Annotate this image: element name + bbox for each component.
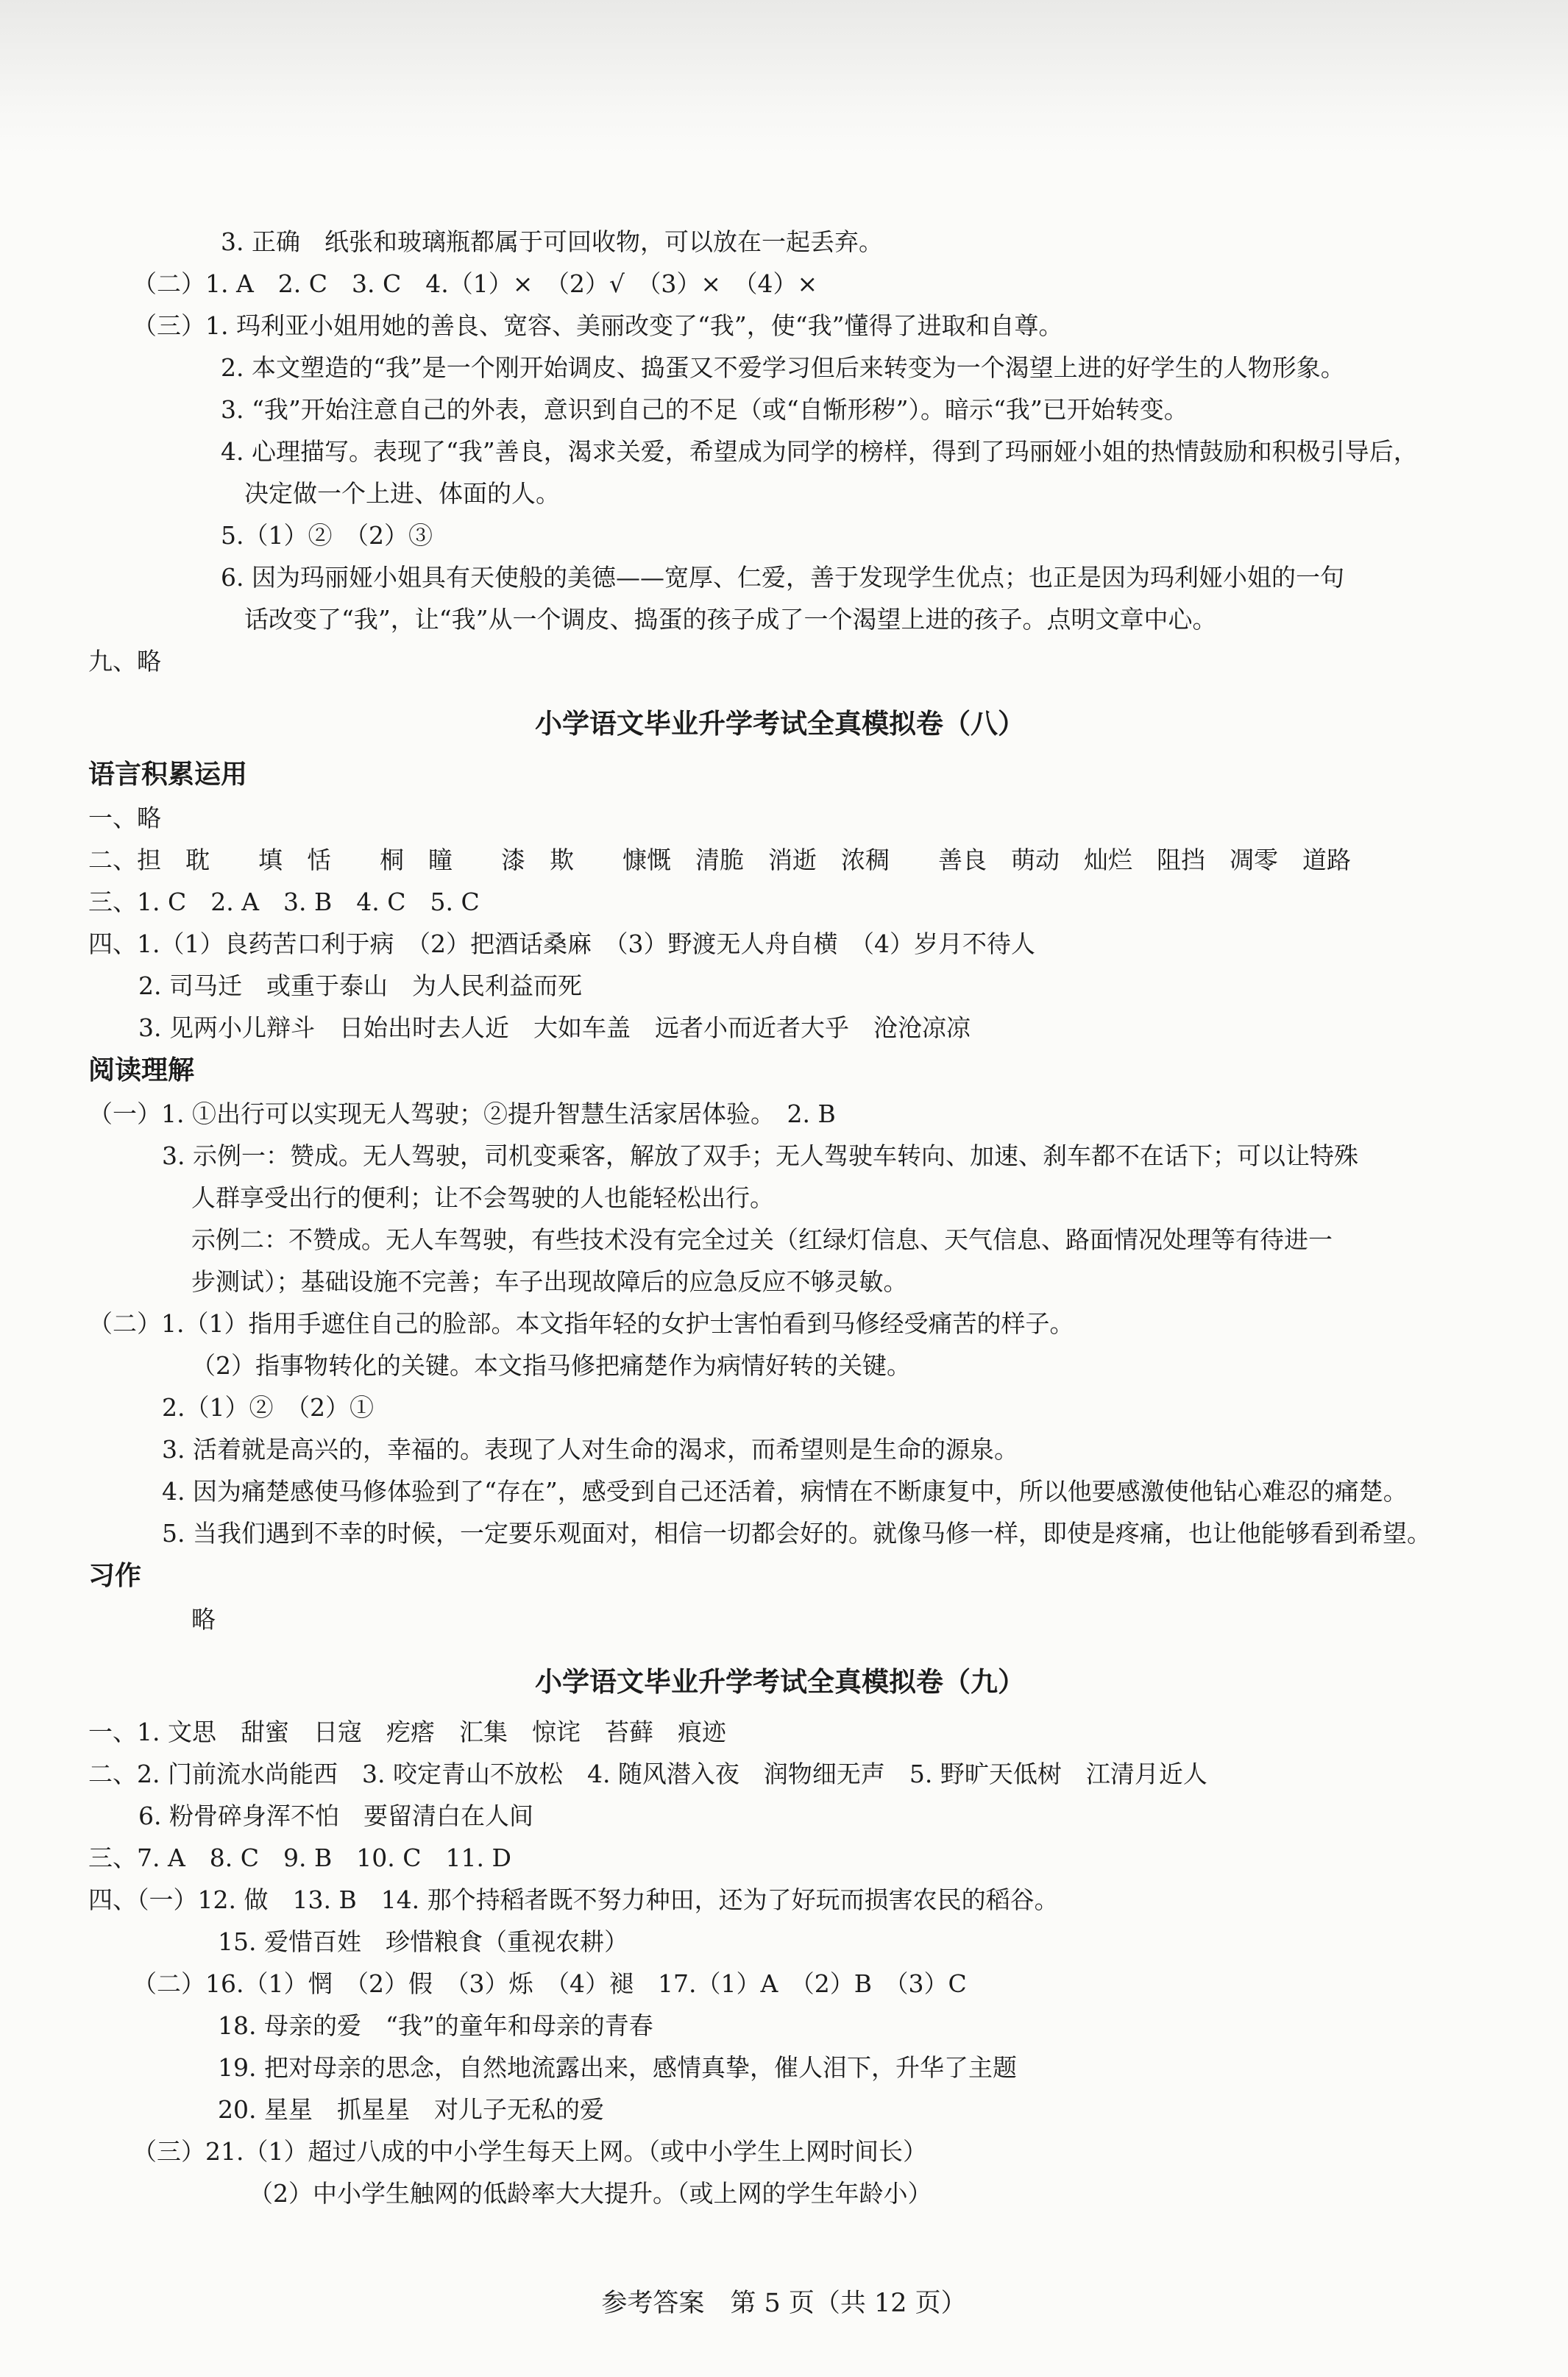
answer-line: 15. 爱惜百姓 珍惜粮食（重视农耕） (218, 1927, 628, 1956)
answer-line: 一、略 (88, 804, 161, 832)
answer-line: 二、2. 门前流水尚能西 3. 咬定青山不放松 4. 随风潜入夜 润物细无声 5. 野旷天低树 江清月近人 (88, 1760, 1207, 1788)
answer-line: （二）1. A 2. C 3. C 4.（1）× （2）√ （3）× （4）× (132, 269, 818, 298)
scan-shadow (0, 0, 1568, 155)
exam-title: 小学语文毕业升学考试全真模拟卷（八） (535, 708, 1025, 740)
section-heading: 习作 (88, 1561, 142, 1591)
answer-line: 三、7. A 8. C 9. B 10. C 11. D (88, 1843, 511, 1872)
answer-line: 二、担 耽 填 恬 桐 瞳 漆 欺 慷慨 清脆 消逝 浓稠 善良 萌动 灿烂 阻挡 凋零 道路 (88, 846, 1351, 874)
answer-line: 九、略 (88, 647, 161, 676)
answer-line: 四、1.（1）良药苦口利于病 （2）把酒话桑麻 （3）野渡无人舟自横 （4）岁月不待人 (88, 929, 1035, 958)
answer-line: 3. 正确 纸张和玻璃瓶都属于可回收物，可以放在一起丢弃。 (221, 227, 883, 256)
answer-line: 四、（一）12. 做 13. B 14. 那个持稻者既不努力种田，还为了好玩而损害农民的稻谷。 (88, 1885, 1059, 1914)
answer-line: （2）中小学生触网的低龄率大大提升。（或上网的学生年龄小） (249, 2179, 932, 2208)
answer-line: 6. 粉骨碎身浑不怕 要留清白在人间 (138, 1802, 533, 1830)
answer-line: 人群享受出行的便利；让不会驾驶的人也能轻松出行。 (191, 1183, 774, 1212)
answer-line: 示例二：不赞成。无人车驾驶，有些技术没有完全过关（红绿灯信息、天气信息、路面情况处理等有待进一 (191, 1225, 1333, 1254)
answer-line: 决定做一个上进、体面的人。 (244, 479, 560, 508)
page-content (88, 221, 1472, 2214)
page-footer: 参考答案 第 5 页（共 12 页） (601, 2289, 967, 2318)
answer-line: 三、1. C 2. A 3. B 4. C 5. C (88, 888, 480, 916)
answer-line: 话改变了“我”，让“我”从一个调皮、捣蛋的孩子成了一个渴望上进的孩子。点明文章中心。 (244, 605, 1217, 634)
answer-line: （二）16.（1）惘 （2）假 （3）烁 （4）褪 17.（1）A （2）B （3）C (132, 1969, 967, 1998)
exam-title: 小学语文毕业升学考试全真模拟卷（九） (535, 1666, 1025, 1698)
answer-line: 一、1. 文思 甜蜜 日寇 疙瘩 汇集 惊诧 苔藓 痕迹 (88, 1718, 726, 1746)
answer-line: 2. 本文塑造的“我”是一个刚开始调皮、捣蛋又不爱学习但后来转变为一个渴望上进的好学生的人物形象。 (221, 353, 1345, 382)
section-heading: 阅读理解 (88, 1055, 195, 1085)
answer-line: （三）21.（1）超过八成的中小学生每天上网。（或中小学生上网时间长） (132, 2137, 927, 2166)
answer-line: 5.（1）② （2）③ (221, 521, 433, 550)
answer-line: 步测试）；基础设施不完善；车子出现故障后的应急反应不够灵敏。 (191, 1267, 908, 1296)
answer-line: 4. 因为痛楚感使马修体验到了“存在”，感受到自己还活着，病情在不断康复中，所以他要感激使他钻心难忍的痛楚。 (162, 1477, 1408, 1506)
answer-line: 19. 把对母亲的思念，自然地流露出来，感情真挚，催人泪下，升华了主题 (218, 2053, 1017, 2082)
answer-line: （2）指事物转化的关键。本文指马修把痛楚作为病情好转的关键。 (191, 1351, 911, 1380)
answer-line: （一）1. ①出行可以实现无人驾驶；②提升智慧生活家居体验。 2. B (88, 1099, 836, 1128)
answer-line: 3. 示例一：赞成。无人驾驶，司机变乘客，解放了双手；无人驾驶车转向、加速、刹车都不在话下；可以让特殊 (162, 1141, 1358, 1170)
answer-line: （三）1. 玛利亚小姐用她的善良、宽容、美丽改变了“我”，使“我”懂得了进取和自尊。 (132, 311, 1063, 340)
answer-line: 3. 见两小儿辩斗 日始出时去人近 大如车盖 远者小而近者大乎 沧沧凉凉 (138, 1013, 971, 1042)
answer-line: 2.（1）② （2）① (162, 1393, 374, 1422)
answer-line: 18. 母亲的爱 “我”的童年和母亲的青春 (218, 2011, 653, 2040)
answer-line: 6. 因为玛丽娅小姐具有天使般的美德——宽厚、仁爱，善于发现学生优点；也正是因为玛利娅小姐的一句 (221, 563, 1344, 592)
answer-line: 3. “我”开始注意自己的外表，意识到自己的不足（或“自惭形秽”）。暗示“我”已开始转变。 (221, 395, 1188, 424)
answer-line: 4. 心理描写。表现了“我”善良，渴求关爱，希望成为同学的榜样，得到了玛丽娅小姐的热情鼓励和积极引导后， (221, 437, 1418, 466)
answer-line: （二）1.（1）指用手遮住自己的脸部。本文指年轻的女护士害怕看到马修经受痛苦的样子。 (88, 1309, 1074, 1338)
answer-line: 20. 星星 抓星星 对儿子无私的爱 (218, 2095, 604, 2124)
section-heading: 语言积累运用 (88, 759, 248, 790)
answer-line: 略 (191, 1605, 216, 1634)
answer-line: 2. 司马迁 或重于泰山 为人民利益而死 (138, 971, 582, 1000)
answer-line: 5. 当我们遇到不幸的时候，一定要乐观面对，相信一切都会好的。就像马修一样，即使是疼痛，也让他能够看到希望。 (162, 1519, 1431, 1548)
answer-line: 3. 活着就是高兴的，幸福的。表现了人对生命的渴求，而希望则是生命的源泉。 (162, 1435, 1018, 1464)
